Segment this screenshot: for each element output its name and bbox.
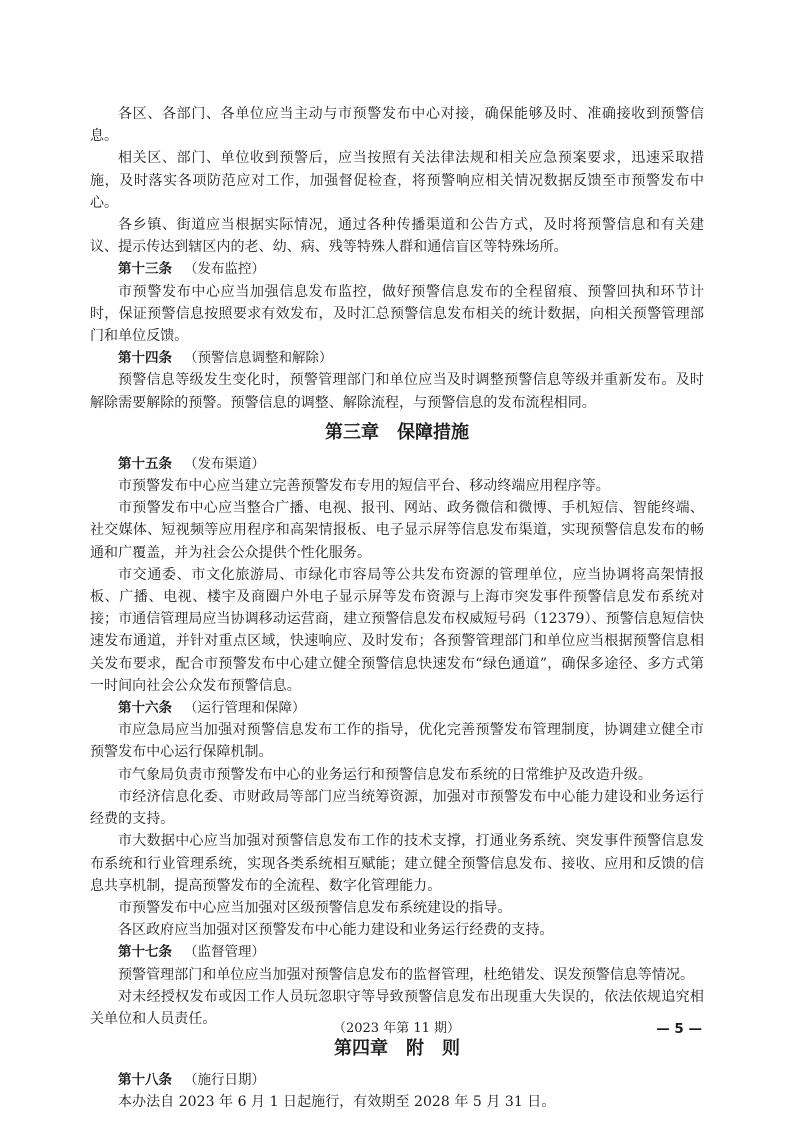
- paragraph: 相关区、部门、单位收到预警后，应当按照有关法律法规和相关应急预案要求，迅速采取措施，及时落实各项防范应对工作，加强督促检查，将预警响应相关情况数据反馈至市预警发布中心。: [90, 150, 704, 211]
- page-number: — 5 —: [656, 1021, 702, 1037]
- article-number: 第十八条: [118, 1072, 172, 1089]
- paragraph: 市交通委、市文化旅游局、市绿化市容局等公共发布资源的管理单位，应当协调将高架情报板、广播、电视、楼宇及商圈户外电子显示屏等发布资源与上海市突发事件预警信息发布系统对接；市通信管理局应当协调移动运营商，建立预警信息发布权威短号码（12379）、预警信息短信快速发布通道，并针对重点区域，快速响应、及时发布；各预警管理部门和单位应当根据预警信息相关发布要求，配合市预警发布中心建立健全预警信息快速发布“绿色通道”，确保多途径、多方式第一时间向社会公众发布预警信息。: [90, 566, 704, 694]
- article-heading: [90, 258, 704, 280]
- document-body: [90, 103, 704, 1114]
- paragraph: 市应急局应当加强对预警信息发布工作的指导，优化完善预警发布管理制度，协调建立健全市预警发布中心运行保障机制。: [90, 722, 704, 761]
- chapter-heading: 第三章 保障措施: [325, 421, 469, 443]
- paragraph: 对未经授权发布或因工作人员玩忽职守等导致预警信息发布出现重大失误的，依法依规追究相关单位和人员责任。: [90, 988, 704, 1027]
- article-number: 第十四条: [118, 350, 172, 367]
- article-title: （施行日期）: [184, 1072, 265, 1089]
- article-heading: [90, 1069, 704, 1091]
- article-title: （发布监控）: [184, 261, 265, 278]
- article-title: （发布渠道）: [184, 455, 265, 472]
- article-number: 第十六条: [118, 700, 172, 717]
- article-number: 第十三条: [118, 261, 172, 278]
- paragraph: 各区、各部门、各单位应当主动与市预警发布中心对接，确保能够及时、准确接收到预警信息。: [90, 106, 704, 145]
- article-title: （预警信息调整和解除）: [184, 350, 333, 367]
- paragraph: 市预警发布中心应当加强信息发布监控，做好预警信息发布的全程留痕、预警回执和环节计时，保证预警信息按照要求有效发布，及时汇总预警信息发布相关的统计数据，向相关预警管理部门和单位反馈。: [90, 283, 704, 345]
- paragraph: 各区政府应当加强对区预警发布中心能力建设和业务运行经费的支持。: [118, 922, 554, 939]
- article-heading: [90, 453, 704, 475]
- paragraph: 市气象局负责市预警发布中心的业务运行和预警信息发布系统的日常维护及改造升级。: [118, 766, 652, 783]
- article-title: （运行管理和保障）: [184, 700, 306, 717]
- paragraph: 预警信息等级发生变化时，预警管理部门和单位应当及时调整预警信息等级并重新发布。及时解除需要解除的预警。预警信息的调整、解除流程，与预警信息的发布流程相同。: [90, 372, 704, 411]
- paragraph: 各乡镇、街道应当根据实际情况，通过各种传播渠道和公告方式，及时将预警信息和有关建议、提示传达到辖区内的老、幼、病、残等特殊人群和通信盲区等特殊场所。: [90, 217, 704, 256]
- paragraph: 市大数据中心应当加强对预警信息发布工作的技术支撑，打通业务系统、突发事件预警信息发布系统和行业管理系统，实现各类系统相互赋能；建立健全预警信息发布、接收、应用和反馈的信息共享机制，提高预警发布的全流程、数字化管理能力。: [90, 833, 704, 894]
- chapter-heading: 第四章 附 则: [334, 1038, 460, 1060]
- article-number: 第十五条: [118, 455, 172, 472]
- issue-label: （2023 年第 11 期）: [332, 1021, 461, 1036]
- article-heading: [90, 347, 704, 369]
- article-number: 第十七条: [118, 944, 172, 961]
- paragraph: 市预警发布中心应当建立完善预警发布专用的短信平台、移动终端应用程序等。: [118, 478, 610, 495]
- paragraph: 市预警发布中心应当整合广播、电视、报刊、网站、政务微信和微博、手机短信、智能终端、社交媒体、短视频等应用程序和高架情报板、电子显示屏等信息发布渠道，实现预警信息发布的畅通和广覆盖，并为社会公众提供个性化服务。: [90, 500, 704, 561]
- paragraph: 市预警发布中心应当加强对区级预警信息发布系统建设的指导。: [118, 899, 512, 916]
- paragraph: 本办法自 2023 年 6 月 1 日起施行，有效期至 2028 年 5 月 31 日。: [118, 1094, 556, 1111]
- paragraph: 预警管理部门和单位应当加强对预警信息发布的监督管理，杜绝错发、误发预警信息等情况。: [118, 966, 695, 983]
- article-title: （监督管理）: [184, 944, 265, 961]
- article-heading: [90, 941, 704, 963]
- paragraph: 市经济信息化委、市财政局等部门应当统筹资源，加强对市预警发布中心能力建设和业务运行经费的支持。: [90, 788, 704, 828]
- article-heading: [90, 697, 704, 719]
